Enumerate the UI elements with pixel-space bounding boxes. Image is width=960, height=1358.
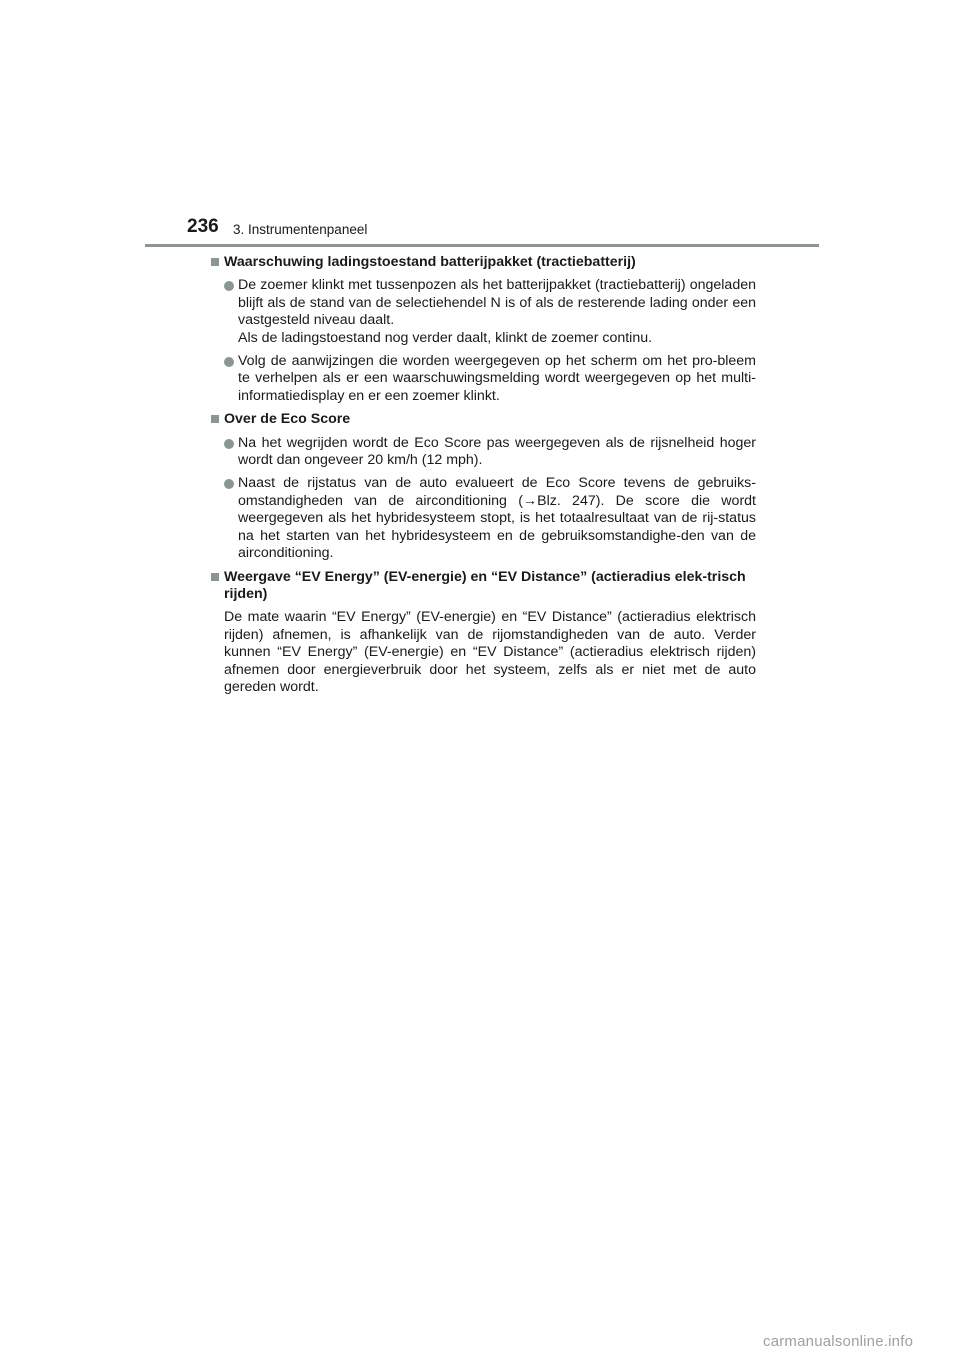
- section-paragraph: De mate waarin “EV Energy” (EV-energie) en “EV Distance” (actieradius elektrisch rijden) afnemen, is afhankelijk van de rijomstandigheden van de auto. Verder kunnen “EV Energy” (EV-energie) en “EV Distance” (actieradius elektrisch rijden) afnemen door energieverbruik door het systeem, zelfs als er niet met de auto gereden wordt.: [224, 609, 756, 695]
- list-item: [211, 353, 756, 405]
- bullet-continuation: Als de ladingstoestand nog verder daalt, klinkt de zoemer continu.: [238, 329, 653, 346]
- page-number: 236: [187, 216, 219, 237]
- chapter-title: 3. Instrumentenpaneel: [233, 222, 368, 237]
- square-bullet-icon: [211, 415, 219, 423]
- section-heading: [211, 569, 756, 604]
- round-bullet-icon: [224, 439, 234, 449]
- list-item: [211, 277, 756, 347]
- bullet-text: De zoemer klinkt met tussenpozen als het batterijpakket (tractiebatterij) ongeladen blijft als de stand van de selectiehendel N is of als de resterende lading onder een vastgesteld niveau daalt.: [238, 277, 756, 329]
- section-ev-display: [211, 569, 756, 697]
- bullet-text: Naast de rijstatus van de auto evalueert de Eco Score tevens de gebruiks-omstandigheden van de airconditioning (→Blz. 247). De score die wordt weergegeven als het hybridesysteem stopt, is het totaalresultaat van de rij-status na het starten van het hybridesysteem en de gebruiksomstandighe-den van de airconditioning.: [238, 475, 756, 562]
- square-bullet-icon: [211, 573, 219, 581]
- heading-text: Waarschuwing ladingstoestand batterijpakket (tractiebatterij): [224, 254, 636, 270]
- round-bullet-icon: [224, 479, 234, 489]
- list-item: [211, 475, 756, 562]
- section-eco-score: [211, 411, 756, 562]
- bullet-text: Volg de aanwijzingen die worden weergegeven op het scherm om het pro-bleem te verhelpen als er een waarschuwingsmelding wordt weergegeven op het multi-informatiedisplay en er een zoemer klinkt.: [238, 353, 756, 404]
- round-bullet-icon: [224, 357, 234, 367]
- section-heading: [211, 254, 756, 271]
- watermark: carmanualsonline.info: [763, 1333, 914, 1350]
- square-bullet-icon: [211, 258, 219, 266]
- bullet-text: Na het wegrijden wordt de Eco Score pas weergegeven als de rijsnelheid hoger wordt dan ongeveer 20 km/h (12 mph).: [238, 434, 756, 469]
- list-item: [211, 435, 756, 470]
- section-heading: [211, 411, 756, 428]
- heading-text: Weergave “EV Energy” (EV-energie) en “EV Distance” (actieradius elek-trisch rijden): [224, 568, 746, 602]
- page-content: [211, 254, 756, 702]
- round-bullet-icon: [224, 281, 234, 291]
- header-rule: [145, 244, 819, 247]
- section-battery-warning: [211, 254, 756, 405]
- heading-text: Over de Eco Score: [224, 411, 351, 428]
